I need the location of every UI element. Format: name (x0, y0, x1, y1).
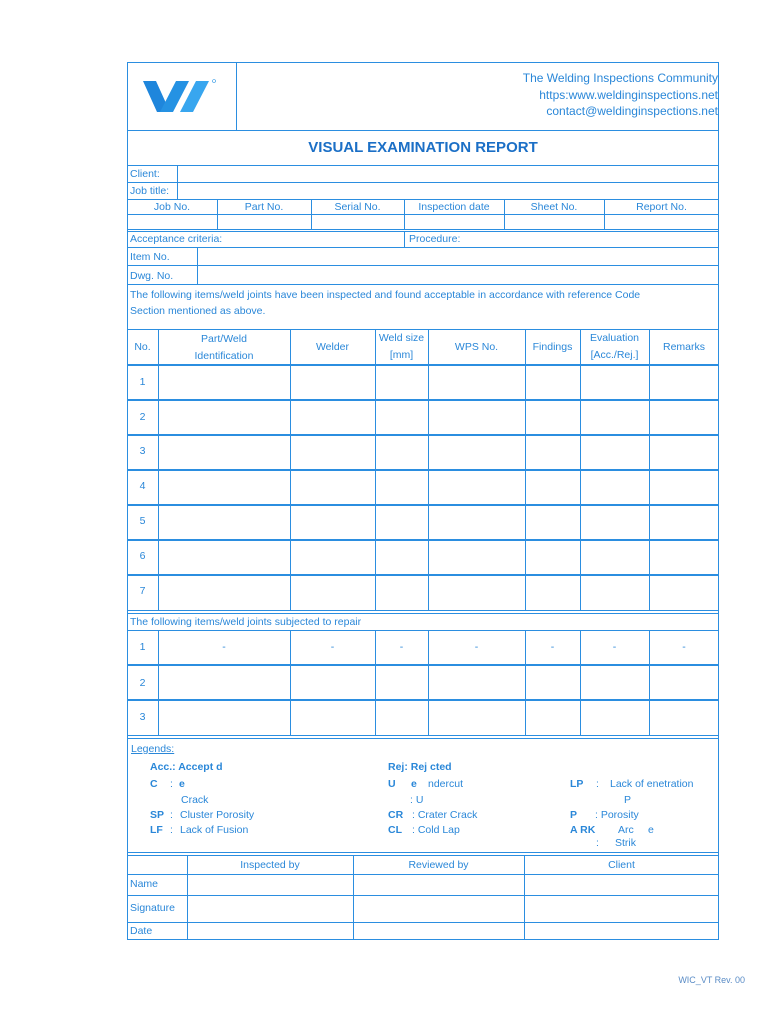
legend-accepted: Acc.: Accept d (150, 761, 223, 773)
legend-ark-mid: e (648, 824, 654, 836)
organisation-name: The Welding Inspections Community (522, 71, 718, 85)
legend-lp-desc-cont: P (624, 794, 632, 806)
legend-p-code: P (570, 809, 578, 821)
legends-heading: Legends: (131, 743, 175, 755)
client-label: Client: (130, 168, 160, 180)
repair-heading: The following items/weld joints subjected to repair (130, 616, 362, 628)
legend-c-desc: e (179, 778, 185, 790)
item-no-label: Item No. (130, 251, 170, 263)
legend-lp-sep: : (596, 778, 599, 790)
procedure-label: Procedure: (409, 233, 461, 245)
repair-row-number: 3 (139, 711, 146, 723)
acceptance-criteria-label: Acceptance criteria: (130, 233, 223, 245)
serial-no-header: Serial No. (334, 201, 381, 213)
sheet-no-header: Sheet No. (530, 201, 578, 213)
legend-ark-code: A RK (570, 824, 596, 836)
repair-cell-dash: - (222, 641, 226, 653)
col-wps-no-header: WPS No. (454, 341, 499, 353)
col-evaluation-header (580, 330, 649, 363)
legend-u-code: U (388, 778, 396, 790)
col-findings-header: Findings (532, 341, 573, 353)
legend-c-sep: : (170, 778, 173, 790)
col-part-weld-header (158, 331, 290, 364)
organisation-info (523, 70, 718, 120)
table-row-number: 5 (139, 515, 146, 527)
legend-p-desc: : Porosity (595, 809, 639, 821)
legend-rejected: Rej: Rej cted (388, 761, 452, 773)
legend-ark-desc-cont: Strik (615, 837, 636, 849)
acceptance-statement-line1: The following items/weld joints have been inspected and found acceptable in accordance with reference Code (130, 289, 641, 301)
col-welder-header: Welder (315, 341, 350, 353)
organisation-website: https:www.weldinginspections.net (539, 87, 718, 102)
inspection-date-header: Inspection date (418, 201, 490, 213)
table-row-number: 2 (139, 411, 146, 423)
table-row-number: 6 (139, 550, 146, 562)
col-remarks-header: Remarks (662, 341, 705, 353)
col-evaluation-header-line2: [Acc./Rej.] (590, 348, 639, 361)
name-row-label: Name (130, 878, 159, 890)
table-row-number: 1 (139, 376, 146, 388)
col-part-weld-header-line2: Identification (194, 349, 254, 362)
legend-cr-code: CR (388, 809, 404, 821)
report-title: VISUAL EXAMINATION REPORT (308, 139, 538, 156)
repair-cell-dash: - (330, 641, 335, 653)
legend-sp-code: SP (150, 809, 165, 821)
legend-ark-desc: Arc (618, 824, 634, 836)
col-part-weld-header-line1: Part/Weld (201, 333, 247, 345)
legend-ark-sep: : (596, 837, 599, 849)
col-weld-size-header-line2: [mm] (389, 348, 414, 361)
table-row-number: 3 (139, 445, 146, 457)
legend-lf-sep: : (170, 824, 173, 836)
legend-cr-desc: : Crater Crack (412, 809, 478, 821)
wi-logo-icon (138, 77, 228, 117)
signature-row-label: Signature (130, 902, 175, 914)
legend-lf-code: LF (150, 824, 163, 836)
legend-c-desc-cont: Crack (181, 794, 209, 806)
organisation-email: contact@weldinginspections.net (546, 104, 718, 118)
legend-u-desc-cont: : U (410, 794, 424, 806)
date-row-label: Date (130, 925, 153, 937)
legend-lf-desc: Lack of Fusion (180, 824, 249, 836)
col-evaluation-header-line1: Evaluation (589, 332, 640, 344)
legend-sp-desc: Cluster Porosity (180, 809, 255, 821)
repair-cell-dash: - (474, 641, 479, 653)
legend-cl-desc: : Cold Lap (412, 824, 460, 836)
acceptance-statement-line2: Section mentioned as above. (130, 305, 266, 317)
col-weld-size-header-line1: Weld size (378, 332, 425, 344)
legend-c-code: C (150, 778, 158, 790)
legend-lp-desc: Lack of enetration (610, 778, 694, 790)
col-no-header: No. (134, 341, 151, 353)
table-row-number: 7 (139, 585, 146, 597)
legend-lp-code: LP (570, 778, 584, 790)
legend-cl-code: CL (388, 824, 402, 836)
client-signoff-header: Client (608, 859, 635, 871)
form-revision: WIC_VT Rev. 00 (678, 975, 745, 985)
repair-cell-dash: - (550, 641, 555, 653)
legend-sp-sep: : (170, 809, 173, 821)
part-no-header: Part No. (244, 201, 284, 213)
repair-cell-dash: - (682, 641, 686, 653)
table-row-number: 4 (139, 480, 146, 492)
repair-row-number: 2 (139, 677, 146, 689)
repair-row-number: 1 (139, 641, 146, 653)
legend-u-mid: e (411, 778, 417, 790)
col-weld-size-header (375, 330, 428, 363)
report-no-header: Report No. (636, 201, 687, 213)
legend-u-desc: ndercut (428, 778, 464, 790)
dwg-no-label: Dwg. No. (130, 270, 174, 282)
repair-cell-dash: - (399, 641, 404, 653)
reviewed-by-header: Reviewed by (408, 859, 469, 871)
job-no-header: Job No. (153, 201, 191, 213)
repair-cell-dash: - (612, 641, 617, 653)
inspected-by-header: Inspected by (240, 859, 300, 871)
job-title-label: Job title: (130, 185, 170, 197)
